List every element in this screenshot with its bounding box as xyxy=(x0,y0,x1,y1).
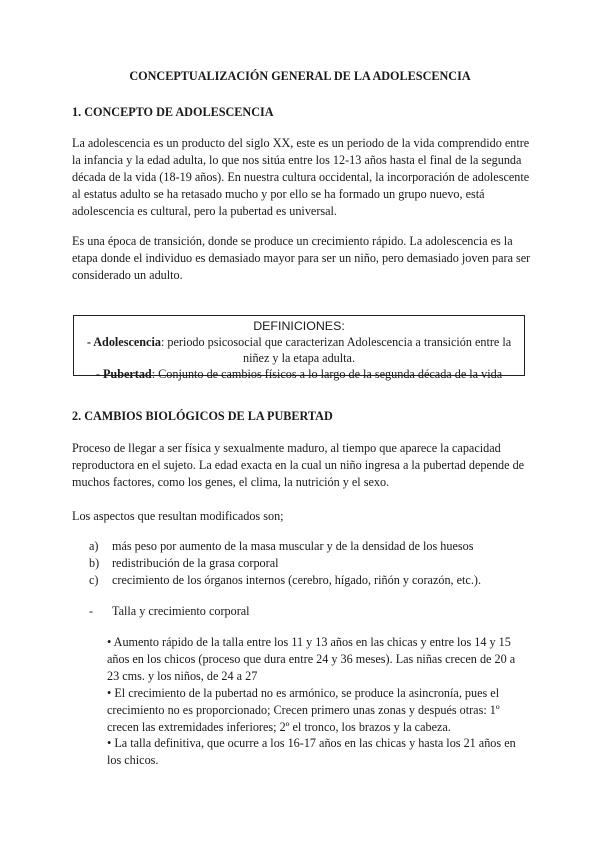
bullet-paragraph: • La talla definitiva, que ocurre a los 16-17 años en las chicas y hasta los 21 años en los chicos. xyxy=(107,736,516,767)
list-marker: a) xyxy=(89,539,99,553)
definitions-heading: DEFINICIONES: xyxy=(253,319,345,333)
section-2-paragraph-2: Los aspectos que resultan modificados son; xyxy=(72,509,284,523)
list-marker: b) xyxy=(89,556,100,570)
definition-pubertad xyxy=(74,366,524,382)
section-1-paragraph-1: La adolescencia es un producto del siglo XX, este es un periodo de la vida comprendido entre la infancia y la edad adulta, lo que nos sitúa entre los 12-13 años hasta el final de la segunda década de la vida (18-19 años). En nuestra cultura occidental, la incorporación de adolescente al estatus adulto se ha retasado mucho y por ello se ha formado un grupo nuevo, está adolescencia es cultural, pero la pubertad es universal. xyxy=(72,136,530,218)
section-1-paragraph-2: Es una época de transición, donde se produce un crecimiento rápido. La adolescencia es la etapa donde el individuo es demasiado mayor para ser un niño, pero demasiado joven para ser considerado un adulto. xyxy=(72,234,531,282)
list-item xyxy=(89,555,481,572)
definitions-box xyxy=(73,315,525,381)
section-2-paragraph-1: Proceso de llegar a ser física y sexualmente maduro, al tiempo que aparece la capacidad reproductora en el sujeto. La edad exacta en la cual un niño ingresa a la pubertad depende de muchos factores, como los genes, el clima, la nutrición y el sexo. xyxy=(72,441,525,489)
definition-text: : Conjunto de cambios físicos a lo largo de la segunda década de la vida xyxy=(151,367,503,381)
document-title: CONCEPTUALIZACIÓN GENERAL DE LA ADOLESCENCIA xyxy=(129,69,471,83)
list-item xyxy=(89,538,481,555)
dash-list-item xyxy=(89,603,250,620)
bullet-paragraph: • Aumento rápido de la talla entre los 11 y 13 años en las chicas y entre los 14 y 15 años en los chicos (proceso que dura entre 24 y 36 meses). Las niñas crecen de 20 a 23 cms. y los niños, de 24 a 27 xyxy=(107,635,516,683)
definition-term: - Adolescencia xyxy=(86,335,161,349)
definition-text: : periodo psicosocial que caracterizan Adolescencia a transición entre la niñez y la etapa adulta. xyxy=(160,335,512,365)
list-item-text: más peso por aumento de la masa muscular y de la densidad de los huesos xyxy=(112,539,474,553)
modified-aspects-list xyxy=(89,538,481,589)
list-item xyxy=(89,572,481,589)
definition-adolescencia xyxy=(74,334,524,366)
bullet-paragraph: • El crecimiento de la pubertad no es armónico, se produce la asincronía, pues el crecimiento no es proporcionado; Crecen primero unas zonas y después otras: 1º crecen las extremidades inferiores; 2º el tronco, los brazos y la cabeza. xyxy=(107,686,500,734)
definition-term: - Pubertad xyxy=(95,367,152,381)
list-item-text: redistribución de la grasa corporal xyxy=(112,556,279,570)
list-marker: c) xyxy=(89,573,99,587)
list-item-text: crecimiento de los órganos internos (cerebro, hígado, riñón y corazón, etc.). xyxy=(112,573,481,587)
section-1-heading: 1. CONCEPTO DE ADOLESCENCIA xyxy=(72,105,274,119)
dash-item-text: Talla y crecimiento corporal xyxy=(112,604,250,618)
section-2-heading: 2. CAMBIOS BIOLÓGICOS DE LA PUBERTAD xyxy=(72,409,333,423)
dash-marker: - xyxy=(89,604,94,618)
